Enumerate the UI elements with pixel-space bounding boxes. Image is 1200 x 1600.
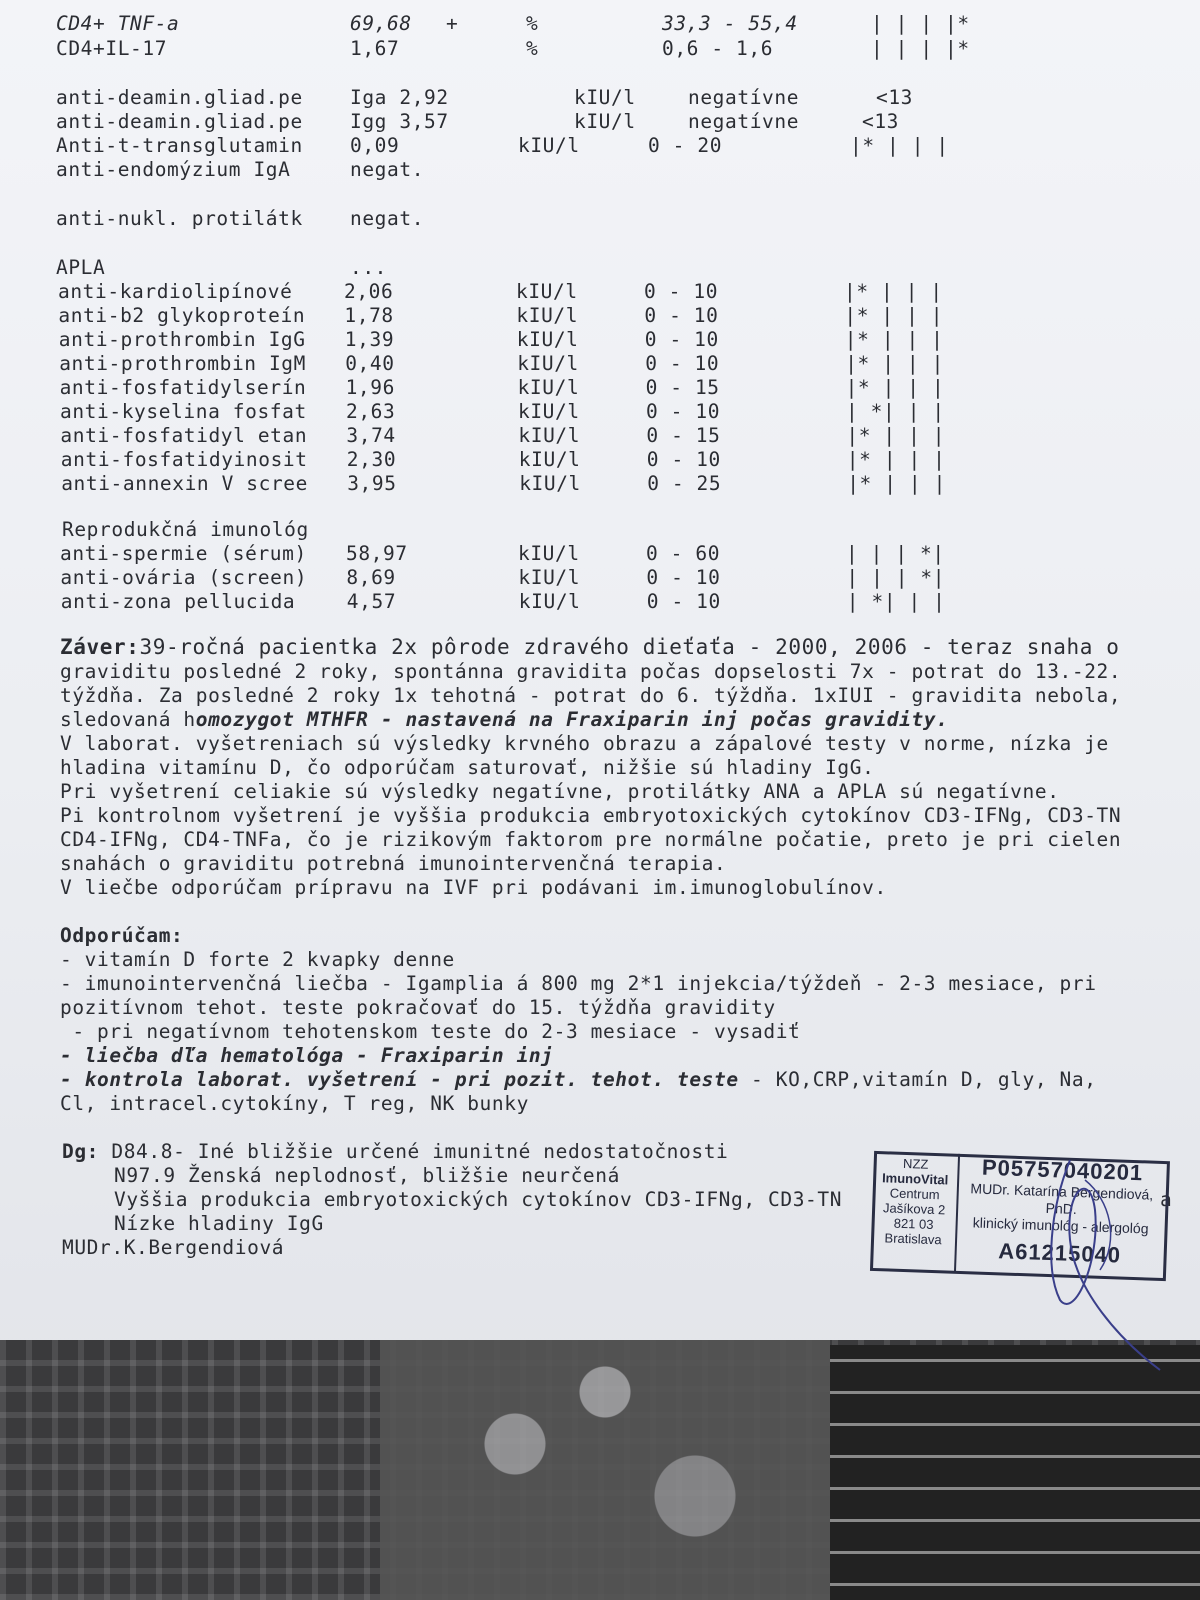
test-value: Iga 2,92 <box>350 86 449 109</box>
conclusion-line: týždňa. Za posledné 2 roky 1x tehotná - potrat do 6. týždňa. 1xIUI - gravidita nebola, <box>60 684 1122 707</box>
conclusion-text: 39-ročná pacientka 2x pôrode zdravého dieťaťa - 2000, 2006 - teraz snaha o <box>139 635 1120 659</box>
test-bar: |* | | | <box>844 328 944 351</box>
table-row <box>59 352 1159 375</box>
test-bar: | | | *| <box>846 566 946 589</box>
section-header <box>62 518 1162 541</box>
diagnosis-line <box>62 1140 728 1163</box>
conclusion-line: V liečbe odporúčam prípravu na IVF pri podávani im.imunoglobulínov. <box>60 876 887 899</box>
test-name: Anti-t-transglutamin <box>56 134 303 157</box>
table-row <box>58 280 1158 303</box>
test-range: 0 - 25 <box>647 472 722 495</box>
test-value: 1,39 <box>344 328 395 351</box>
section-title: Reprodukčná imunológ <box>62 518 309 541</box>
stamp-text: ImunoVital <box>881 1170 949 1188</box>
test-bar: |* | | | <box>845 376 945 399</box>
test-bar: | | | |* <box>871 37 970 60</box>
table-row <box>56 207 1156 230</box>
recommend-label: Odporúčam: <box>60 924 184 947</box>
test-bar: |* | | | <box>844 304 944 327</box>
table-row <box>58 304 1158 327</box>
test-value: 1,78 <box>344 304 394 327</box>
test-value: 2,63 <box>346 400 396 423</box>
test-unit: kIU/l <box>518 590 581 613</box>
conclusion-line <box>60 636 1119 659</box>
test-unit: kIU/l <box>516 328 579 351</box>
doctor-name: MUDr.K.Bergendiová <box>62 1236 285 1259</box>
test-range: 0 - 60 <box>646 542 721 565</box>
diagnosis-label: Dg: <box>62 1140 100 1163</box>
stamp-text: NZZ <box>902 1155 929 1172</box>
recommend-emphasis: - kontrola laborat. vyšetrení - pri pozit. tehot. teste <box>60 1068 739 1091</box>
stamp-text: Centrum <box>889 1185 940 1203</box>
conclusion-line: Pri vyšetrení celiakie sú výsledky negatívne, protilátky ANA a APLA sú negatívne. <box>60 780 1060 803</box>
test-value: 8,69 <box>346 566 396 589</box>
test-range: 0 - 15 <box>645 376 720 399</box>
test-range: 0 - 10 <box>644 280 719 303</box>
test-value: 0,09 <box>350 134 400 157</box>
test-name: anti-deamin.gliad.pe <box>56 110 303 133</box>
test-name: CD4+IL-17 <box>56 37 168 60</box>
table-row <box>56 12 1156 35</box>
test-bar: | *| | | <box>846 400 945 423</box>
table-row <box>61 448 1161 471</box>
test-name: anti-endomýzium IgA <box>56 158 291 181</box>
test-flag: + <box>446 12 459 35</box>
diagnosis-line: Vyššia produkcia embryotoxických cytokínov CD3-IFNg, CD3-TN <box>114 1188 843 1211</box>
test-range: 0 - 10 <box>646 566 721 589</box>
test-range: 0 - 15 <box>646 424 721 447</box>
stamp-facility <box>870 1151 960 1272</box>
test-unit: kIU/l <box>517 376 580 399</box>
test-range: 0 - 10 <box>644 304 719 327</box>
signature <box>1040 1150 1200 1380</box>
test-value: 1,67 <box>350 37 400 60</box>
table-row <box>56 37 1156 60</box>
test-bar: | *| | | <box>846 590 946 613</box>
test-bar: | | | *| <box>846 542 945 565</box>
table-row <box>56 86 1156 109</box>
table-row <box>56 158 1156 181</box>
table-row <box>56 110 1156 133</box>
test-name: anti-spermie (sérum) <box>60 542 307 565</box>
test-unit: kIU/l <box>574 86 636 109</box>
table-row <box>56 134 1156 157</box>
test-bar: |* | | | <box>844 280 943 303</box>
stamp-text: 821 03 <box>893 1215 934 1233</box>
test-range: 0 - 10 <box>646 400 721 423</box>
conclusion-line: Pi kontrolnom vyšetrení je vyššia produkcia embryotoxických cytokínov CD3-IFNg, CD3-TN <box>60 804 1122 827</box>
test-unit: kIU/l <box>517 352 579 375</box>
diagnosis-line-tail: a <box>1160 1188 1173 1211</box>
test-range: 33,3 - 55,4 <box>662 12 798 35</box>
test-unit: kIU/l <box>518 542 580 565</box>
test-unit: kIU/l <box>516 304 579 327</box>
test-value: 69,68 <box>350 12 412 35</box>
stamp-text: MUDr. Katarína Bergendiová, PhD. <box>970 1180 1154 1218</box>
test-value: 1,96 <box>345 376 395 399</box>
stamp-code: P05757040201 <box>981 1154 1144 1186</box>
test-unit: % <box>526 37 539 60</box>
recommend-item: - pri negatívnom tehotenskom teste do 2-3 mesiace - vysadiť <box>60 1020 801 1043</box>
stamp-text: klinický imunológ - alergológ <box>972 1214 1149 1237</box>
test-bar: |* | | | <box>845 352 944 375</box>
recommend-item: pozitívnom tehot. teste pokračovať do 15. týždňa gravidity <box>60 996 776 1019</box>
fabric-pattern-stripes <box>830 1345 1200 1600</box>
section-value: ... <box>350 256 388 279</box>
table-row <box>60 542 1160 565</box>
recommend-item: - vitamín D forte 2 kvapky denne <box>60 948 455 971</box>
recommend-item <box>60 1068 1097 1091</box>
section-title: APLA <box>56 256 106 279</box>
test-unit: kIU/l <box>518 424 581 447</box>
conclusion-text: sledovaná h <box>60 708 196 731</box>
recommend-text: - KO,CRP,vitamín D, gly, Na, <box>738 1068 1097 1091</box>
recommend-item: - imunointervenčná liečba - Igamplia á 800 mg 2*1 injekcia/týždeň - 2-3 mesiace, pri <box>60 972 1097 995</box>
stamp-code: A61215040 <box>997 1238 1122 1268</box>
test-name: anti-b2 glykoproteín <box>58 304 306 327</box>
test-name: anti-zona pellucida <box>60 590 296 613</box>
test-range: 0 - 10 <box>645 352 720 375</box>
test-value: 2,06 <box>344 280 394 303</box>
test-unit: kIU/l <box>518 448 581 471</box>
test-unit: % <box>526 12 539 35</box>
test-name: anti-prothrombin IgM <box>59 352 306 375</box>
test-limit: <13 <box>862 110 900 133</box>
test-range: negatívne <box>688 86 800 109</box>
diagnosis-line: N97.9 Ženská neplodnosť, bližšie neurčená <box>114 1164 620 1187</box>
test-name: anti-annexin V scree <box>61 472 308 495</box>
table-row <box>61 472 1161 495</box>
table-row <box>61 590 1161 613</box>
table-row <box>60 424 1160 447</box>
fabric-pattern-flowers <box>380 1340 830 1600</box>
test-unit: kIU/l <box>519 472 581 495</box>
conclusion-line: CD4-IFNg, CD4-TNFa, čo je rizikovým faktorom pre normálne počatie, preto je pri cielen <box>60 828 1122 851</box>
stamp-text: Jašíkova 2 <box>882 1200 946 1218</box>
test-range: 0 - 10 <box>646 448 721 471</box>
test-value: negat. <box>350 207 425 230</box>
conclusion-line: graviditu posledné 2 roky, spontánna gravidita počas dopselosti 7x - potrat do 13.-22. <box>60 660 1122 683</box>
test-name: anti-prothrombin IgG <box>58 328 306 351</box>
diagnosis-line: Nízke hladiny IgG <box>114 1212 324 1235</box>
test-name: anti-kardiolipínové <box>58 280 293 303</box>
test-unit: kIU/l <box>516 280 578 303</box>
test-bar: |* | | | <box>846 424 946 447</box>
test-range: negatívne <box>688 110 800 133</box>
test-value: 58,97 <box>346 542 408 565</box>
test-value: 0,40 <box>345 352 395 375</box>
test-limit: <13 <box>876 86 914 109</box>
test-unit: kIU/l <box>518 400 580 423</box>
table-row <box>59 328 1159 351</box>
test-value: 4,57 <box>346 590 397 613</box>
test-value: negat. <box>350 158 425 181</box>
test-unit: kIU/l <box>518 134 580 157</box>
test-range: 0 - 20 <box>648 134 723 157</box>
test-range: 0,6 - 1,6 <box>662 37 774 60</box>
test-bar: |* | | | <box>846 448 946 471</box>
test-name: anti-fosfatidyl etan <box>60 424 308 447</box>
conclusion-emphasis: omozygot MTHFR - nastavená na Fraxiparin inj počas gravidity. <box>195 708 949 731</box>
conclusion-label: Záver: <box>60 635 140 659</box>
test-name: anti-fosfatidyinosit <box>60 448 308 471</box>
test-bar: | | | |* <box>871 12 970 35</box>
diagnosis-text: D84.8- Iné bližšie určené imunitné nedostatočnosti <box>111 1140 729 1163</box>
conclusion-line: snahách o graviditu potrebná imunointervenčná terapia. <box>60 852 727 875</box>
test-value: 3,95 <box>347 472 397 495</box>
stamp-text: Bratislava <box>884 1230 942 1248</box>
test-unit: kIU/l <box>574 110 636 133</box>
recommend-item: Cl, intracel.cytokíny, T reg, NK bunky <box>60 1092 529 1115</box>
test-name: anti-nukl. protilátk <box>56 207 303 230</box>
table-row <box>60 400 1160 423</box>
test-bar: |* | | | <box>850 134 949 157</box>
test-name: CD4+ TNF-a <box>56 12 180 35</box>
table-row <box>60 376 1160 399</box>
test-name: anti-deamin.gliad.pe <box>56 86 303 109</box>
test-value: 2,30 <box>346 448 397 471</box>
test-name: anti-kyselina fosfat <box>60 400 307 423</box>
table-row <box>60 566 1160 589</box>
conclusion-line <box>60 708 949 731</box>
test-name: anti-fosfatidylserín <box>59 376 307 399</box>
test-value: Igg 3,57 <box>350 110 449 133</box>
test-range: 0 - 10 <box>644 328 719 351</box>
test-unit: kIU/l <box>518 566 581 589</box>
test-value: 3,74 <box>346 424 396 447</box>
test-name: anti-ovária (screen) <box>60 566 308 589</box>
conclusion-line: hladina vitamínu D, čo odporúčam saturovať, nižšie sú hladiny IgG. <box>60 756 875 779</box>
section-header <box>56 256 1156 279</box>
recommend-item: - liečba dľa hematológa - Fraxiparin inj <box>60 1044 554 1067</box>
conclusion-line: V laborat. vyšetreniach sú výsledky krvného obrazu a zápalové testy v norme, nízka je <box>60 732 1109 755</box>
test-bar: |* | | | <box>847 472 946 495</box>
test-range: 0 - 10 <box>646 590 721 613</box>
